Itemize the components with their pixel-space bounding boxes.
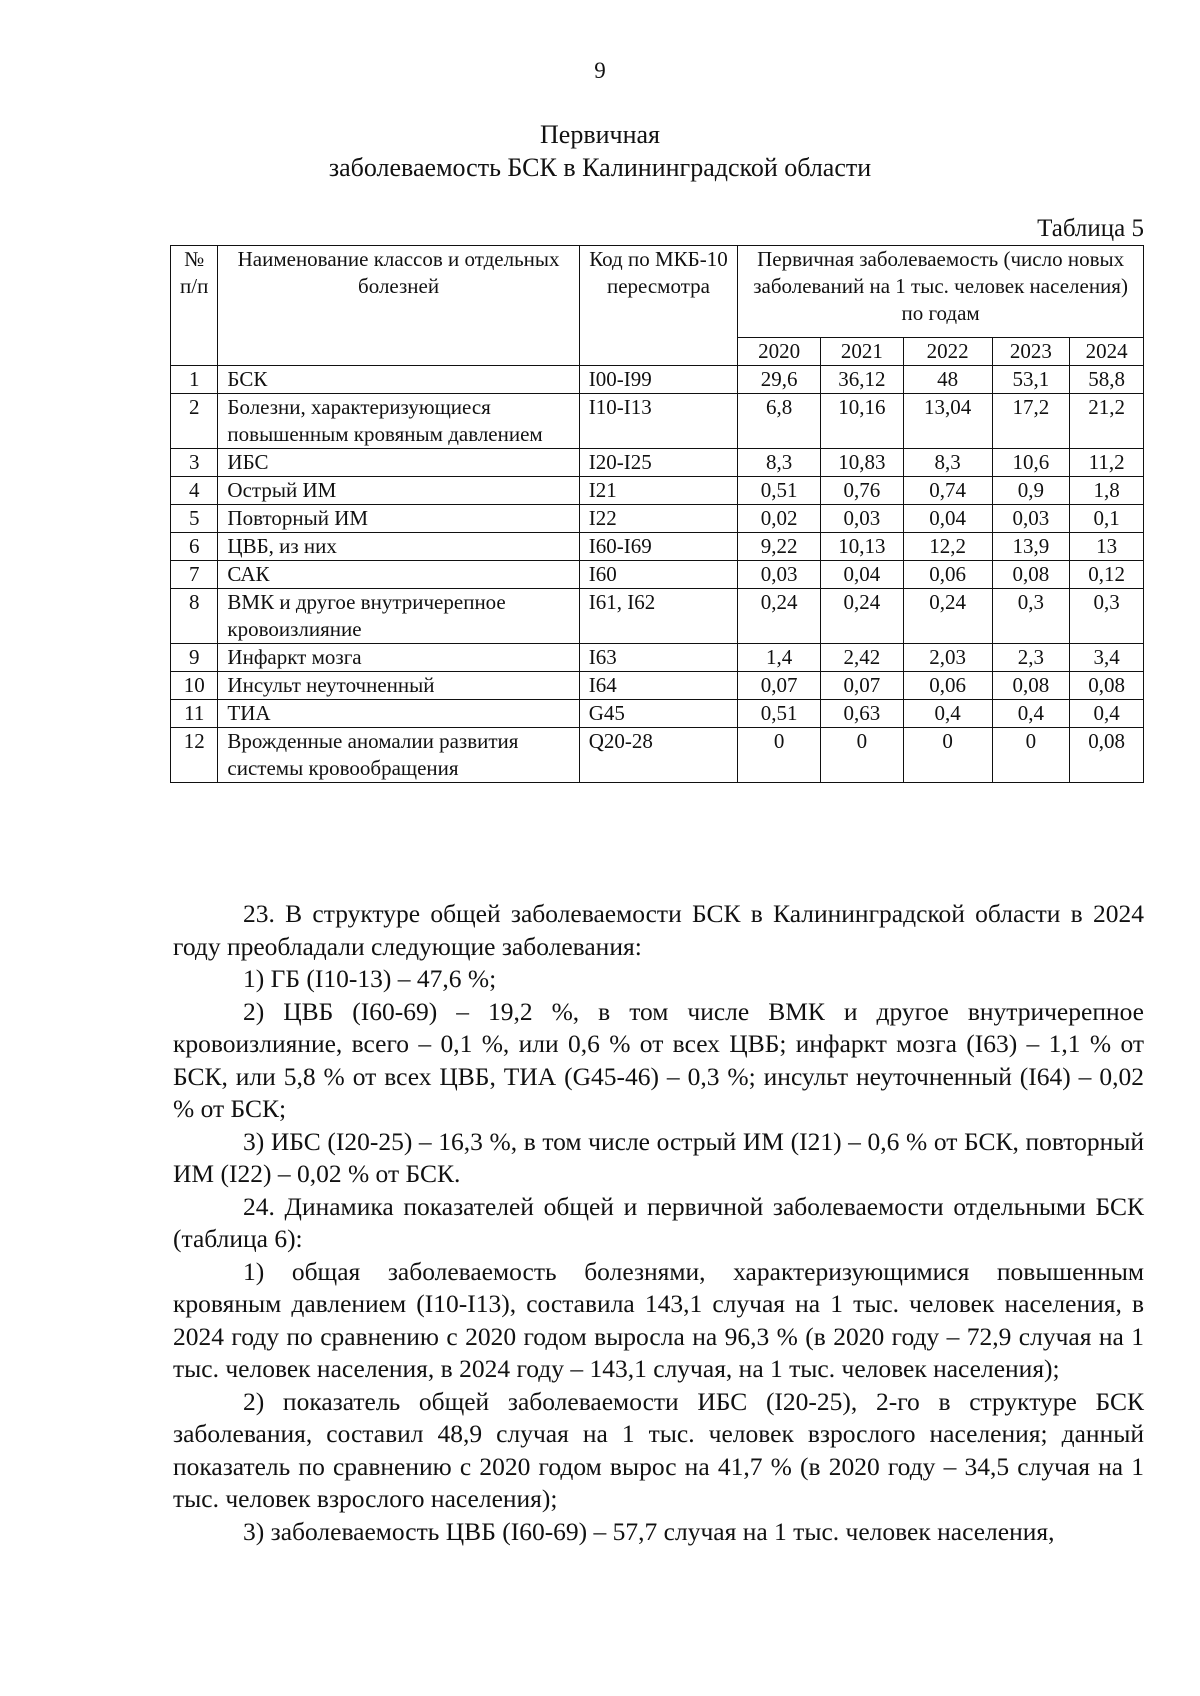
page-title [0, 118, 1200, 184]
disease-name: Инфаркт мозга [218, 644, 579, 672]
incidence-value: 10,16 [820, 394, 903, 449]
table-row [171, 477, 1144, 505]
table-row [171, 672, 1144, 700]
row-number: 12 [171, 728, 218, 783]
incidence-value: 0,51 [738, 700, 821, 728]
table-row [171, 449, 1144, 477]
table-row [171, 644, 1144, 672]
disease-name: ВМК и другое внутричерепное кровоизлияние [218, 589, 579, 644]
header-year: 2023 [992, 338, 1070, 366]
incidence-value: 2,42 [820, 644, 903, 672]
table-body [171, 366, 1144, 783]
header-incidence: Первичная заболеваемость (число новых заболеваний на 1 тыс. человек населения) по годам [738, 246, 1144, 338]
title-line-2: заболеваемость БСК в Калининградской области [328, 153, 872, 182]
incidence-value: 8,3 [738, 449, 821, 477]
incidence-value: 0,08 [1070, 728, 1144, 783]
paragraph: 3) заболеваемость ЦВБ (I60-69) – 57,7 случая на 1 тыс. человек населения, [243, 1516, 1055, 1546]
icd-code: I64 [579, 672, 737, 700]
incidence-value: 0,51 [738, 477, 821, 505]
header-year: 2022 [903, 338, 992, 366]
icd-code: I60 [579, 561, 737, 589]
icd-code: I22 [579, 505, 737, 533]
incidence-value: 10,83 [820, 449, 903, 477]
header-num: № п/п [171, 246, 218, 366]
incidence-value: 0,06 [903, 561, 992, 589]
incidence-value: 0,63 [820, 700, 903, 728]
incidence-value: 6,8 [738, 394, 821, 449]
title-line-1: Первичная [540, 120, 660, 149]
disease-name: Инсульт неуточненный [218, 672, 579, 700]
incidence-value: 0,9 [992, 477, 1070, 505]
incidence-value: 0 [992, 728, 1070, 783]
table-row [171, 394, 1144, 449]
incidence-value: 0,08 [1070, 672, 1144, 700]
paragraph: 24. Динамика показателей общей и первичной заболеваемости отдельными БСК (таблица 6): [173, 1191, 1144, 1253]
incidence-value: 53,1 [992, 366, 1070, 394]
incidence-value: 8,3 [903, 449, 992, 477]
incidence-value: 0,1 [1070, 505, 1144, 533]
icd-code: I63 [579, 644, 737, 672]
table-row [171, 505, 1144, 533]
incidence-value: 0,76 [820, 477, 903, 505]
incidence-value: 3,4 [1070, 644, 1144, 672]
table-label: Таблица 5 [1037, 215, 1144, 242]
incidence-value: 0,03 [820, 505, 903, 533]
incidence-value: 0,08 [992, 561, 1070, 589]
incidence-value: 10,6 [992, 449, 1070, 477]
icd-code: I20-I25 [579, 449, 737, 477]
incidence-value: 0,4 [992, 700, 1070, 728]
incidence-value: 13,04 [903, 394, 992, 449]
icd-code: I60-I69 [579, 533, 737, 561]
paragraph: 3) ИБС (I20-25) – 16,3 %, в том числе острый ИМ (I21) – 0,6 % от БСК, повторный ИМ (I22) – 0,02 % от БСК. [173, 1126, 1144, 1188]
row-number: 9 [171, 644, 218, 672]
incidence-value: 0,12 [1070, 561, 1144, 589]
incidence-value: 12,2 [903, 533, 992, 561]
table-row [171, 700, 1144, 728]
table-row [171, 561, 1144, 589]
icd-code: I61, I62 [579, 589, 737, 644]
incidence-value: 0,03 [992, 505, 1070, 533]
incidence-value: 2,03 [903, 644, 992, 672]
incidence-value: 0,4 [1070, 700, 1144, 728]
paragraph: 1) общая заболеваемость болезнями, характеризующимися повышенным кровяным давлением (I10-I13), составила 143,1 случая на 1 тыс. человек населения, в 2024 году по сравнению с 2020 годом выросла на 96,3 % (в 2020 году – 72,9 случая на 1 тыс. человек населения, в 2024 году – 143,1 случая, на 1 тыс. человек населения); [173, 1256, 1144, 1383]
disease-name: ТИА [218, 700, 579, 728]
incidence-value: 0,07 [738, 672, 821, 700]
incidence-value: 2,3 [992, 644, 1070, 672]
row-number: 4 [171, 477, 218, 505]
incidence-value: 0,24 [903, 589, 992, 644]
icd-code: Q20-28 [579, 728, 737, 783]
incidence-value: 0,24 [820, 589, 903, 644]
incidence-value: 13,9 [992, 533, 1070, 561]
row-number: 10 [171, 672, 218, 700]
incidence-value: 58,8 [1070, 366, 1144, 394]
header-name: Наименование классов и отдельных болезней [218, 246, 579, 366]
incidence-value: 1,4 [738, 644, 821, 672]
disease-name: Острый ИМ [218, 477, 579, 505]
paragraph: 2) ЦВБ (I60-69) – 19,2 %, в том числе ВМК и другое внутричерепное кровоизлияние, всего – 0,1 %, или 0,6 % от всех ЦВБ; инфаркт мозга (I63) – 1,1 % от БСК, или 5,8 % от всех ЦВБ, ТИА (G45-46) – 0,3 %; инсульт неуточненный (I64) – 0,02 % от БСК; [173, 996, 1144, 1123]
incidence-value: 1,8 [1070, 477, 1144, 505]
row-number: 5 [171, 505, 218, 533]
incidence-value: 10,13 [820, 533, 903, 561]
header-year: 2024 [1070, 338, 1144, 366]
disease-name: Врожденные аномалии развития системы кровообращения [218, 728, 579, 783]
table-row [171, 366, 1144, 394]
incidence-value: 13 [1070, 533, 1144, 561]
disease-name: САК [218, 561, 579, 589]
table-row [171, 728, 1144, 783]
icd-code: G45 [579, 700, 737, 728]
incidence-value: 17,2 [992, 394, 1070, 449]
table-row [171, 589, 1144, 644]
incidence-value: 0,4 [903, 700, 992, 728]
incidence-value: 0,06 [903, 672, 992, 700]
incidence-value: 0 [738, 728, 821, 783]
disease-name: Болезни, характеризующиеся повышенным кровяным давлением [218, 394, 579, 449]
paragraph: 23. В структуре общей заболеваемости БСК в Калининградской области в 2024 году преобладали следующие заболевания: [173, 899, 1144, 961]
incidence-value: 29,6 [738, 366, 821, 394]
incidence-table [170, 245, 1144, 783]
incidence-value: 0,3 [992, 589, 1070, 644]
incidence-value: 0,74 [903, 477, 992, 505]
header-year: 2021 [820, 338, 903, 366]
body-text [173, 898, 1144, 1548]
disease-name: Повторный ИМ [218, 505, 579, 533]
incidence-value: 11,2 [1070, 449, 1144, 477]
incidence-value: 21,2 [1070, 394, 1144, 449]
header-code: Код по МКБ-10 пересмотра [579, 246, 737, 366]
incidence-value: 0,03 [738, 561, 821, 589]
disease-name: ИБС [218, 449, 579, 477]
incidence-value: 9,22 [738, 533, 821, 561]
page-number: 9 [594, 58, 606, 83]
incidence-value: 0,24 [738, 589, 821, 644]
paragraph: 2) показатель общей заболеваемости ИБС (I20-25), 2-го в структуре БСК заболевания, составил 48,9 случая на 1 тыс. человек взрослого населения; данный показатель по сравнению с 2020 годом вырос на 41,7 % (в 2020 году – 34,5 случая на 1 тыс. человек взрослого населения); [173, 1386, 1144, 1513]
row-number: 3 [171, 449, 218, 477]
disease-name: ЦВБ, из них [218, 533, 579, 561]
incidence-value: 48 [903, 366, 992, 394]
incidence-value: 0,04 [820, 561, 903, 589]
icd-code: I10-I13 [579, 394, 737, 449]
row-number: 1 [171, 366, 218, 394]
row-number: 11 [171, 700, 218, 728]
table-row [171, 533, 1144, 561]
row-number: 6 [171, 533, 218, 561]
header-year: 2020 [738, 338, 821, 366]
row-number: 7 [171, 561, 218, 589]
incidence-value: 0,07 [820, 672, 903, 700]
incidence-value: 0 [820, 728, 903, 783]
paragraph: 1) ГБ (I10-13) – 47,6 %; [243, 964, 497, 993]
row-number: 8 [171, 589, 218, 644]
icd-code: I21 [579, 477, 737, 505]
row-number: 2 [171, 394, 218, 449]
incidence-value: 0,3 [1070, 589, 1144, 644]
incidence-value: 0 [903, 728, 992, 783]
icd-code: I00-I99 [579, 366, 737, 394]
incidence-value: 36,12 [820, 366, 903, 394]
incidence-value: 0,04 [903, 505, 992, 533]
incidence-value: 0,02 [738, 505, 821, 533]
incidence-value: 0,08 [992, 672, 1070, 700]
disease-name: БСК [218, 366, 579, 394]
